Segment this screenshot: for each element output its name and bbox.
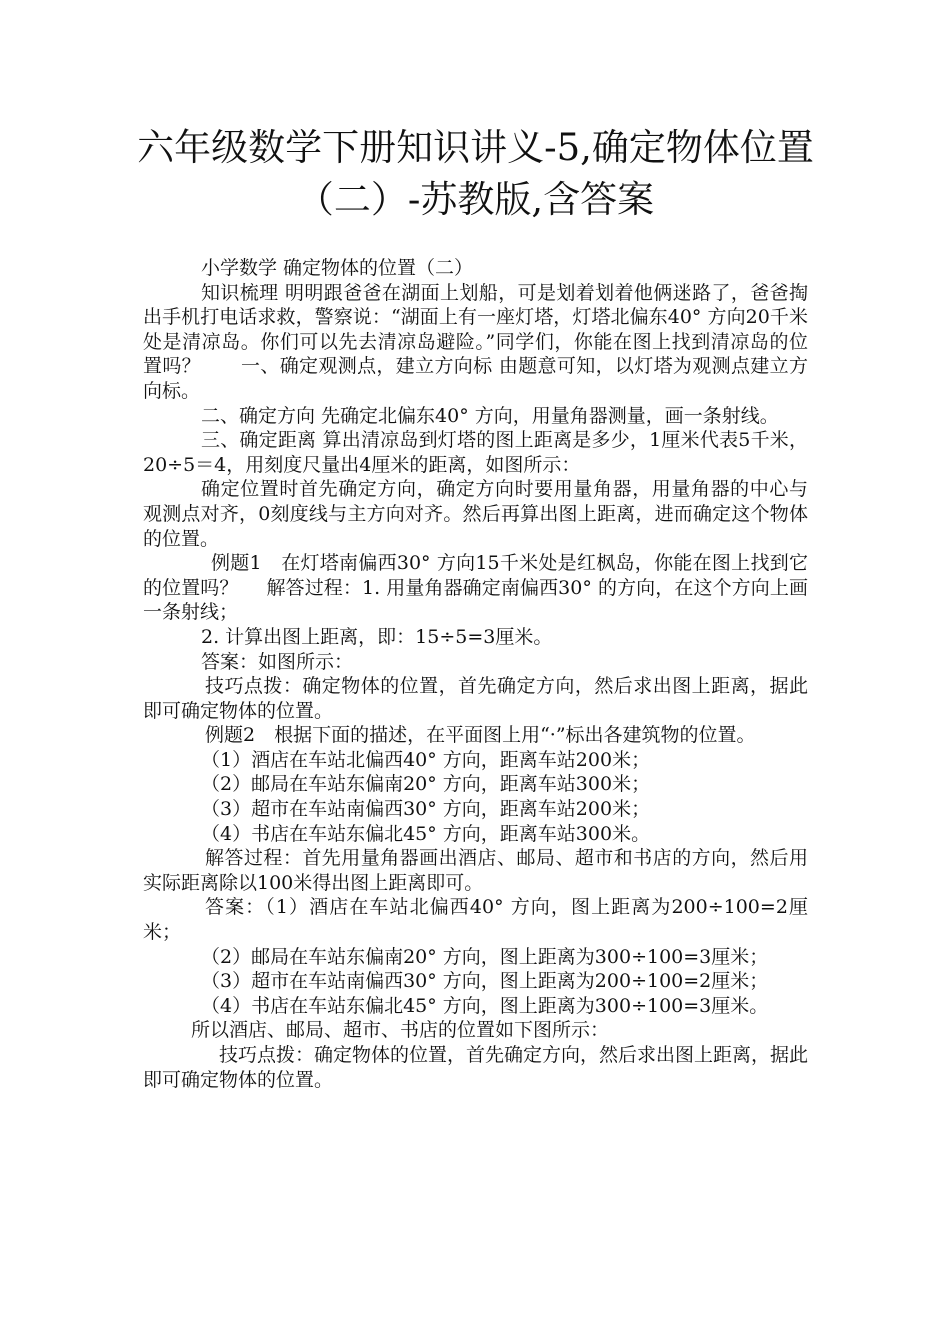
example-2-conclusion: 所以酒店、邮局、超市、书店的位置如下图所示： [191,1019,610,1042]
step-three: 三、确定距离 算出清凉岛到灯塔的图上距离是多少，1厘米代表5千米，20÷5＝4，用刻度尺量出4厘米的距离，如图所示： [143,429,808,476]
document-title [103,122,848,226]
subtitle: 小学数学 确定物体的位置（二） [201,257,474,279]
example-2-answer: 答案：（1）酒店在车站北偏西40° 方向，图上距离为200÷100=2厘米； [143,896,808,944]
example-2-item: （3）超市在车站南偏西30° 方向，距离车站200米； [201,798,651,821]
paragraph [143,281,808,404]
example-2-solution: 解答过程：首先用量角器画出酒店、邮局、超市和书店的方向，然后用实际距离除以100米得出图上距离即可。 [143,847,808,894]
title-line-2: （二）-苏教版,含答案 [296,178,655,221]
example-2-item: （4）书店在车站东偏北45° 方向，距离车站300米。 [201,822,651,845]
tip-2: 技巧点拨：确定物体的位置，首先确定方向，然后求出图上距离，据此即可确定物体的位置。 [143,1044,809,1091]
document-page [137,122,814,1092]
tip-1: 技巧点拨：确定物体的位置，首先确定方向，然后求出图上距离，据此即可确定物体的位置。 [143,675,808,722]
paragraph [143,551,808,625]
example-2-answer-item: （4）书店在车站东偏北45° 方向，图上距离为300÷100=3厘米。 [201,994,769,1017]
example-1-answer: 答案：如图所示： [201,650,354,673]
example-2-item: （2）邮局在车站东偏南20° 方向，距离车站300米； [201,773,651,796]
example-2: 例题2 根据下面的描述，在平面图上用“·”标出各建筑物的位置。 [205,724,756,747]
example-2-answer-item: （3）超市在车站南偏西30° 方向，图上距离为200÷100=2厘米； [201,970,769,993]
example-1-solution: 解答过程：1. 用量角器确定南偏西30° 的方向，在这个方向上画一条射线； [143,576,808,624]
step-two: 二、确定方向 先确定北偏东40° 方向，用量角器测量，画一条射线。 [201,404,779,427]
example-2-item: （1）酒店在车站北偏西40° 方向，距离车站200米； [201,748,651,771]
title-line-1: 六年级数学下册知识讲义-5,确定物体位置 [137,126,814,169]
example-2-answer-item: （2）邮局在车站东偏南20° 方向，图上距离为300÷100=3厘米； [201,945,769,968]
summary: 确定位置时首先确定方向，确定方向时要用量角器，用量角器的中心与观测点对齐，0刻度线与主方向对齐。然后再算出图上距离，进而确定这个物体的位置。 [143,478,808,550]
step-one: 一、确定观测点，建立方向标 由题意可知，以灯塔为观测点建立方向标。 [143,355,808,402]
example-1: 例题1 在灯塔南偏西30° 方向15千米处是红枫岛，你能在图上找到它的位置吗？ [143,552,808,599]
example-1-calc: 2. 计算出图上距离，即：15÷5=3厘米。 [201,625,553,648]
knowledge-intro: 知识梳理 明明跟爸爸在湖面上划船，可是划着划着他俩迷路了，爸爸掏出手机打电话求救，警察说：“湖面上有一座灯塔，灯塔北偏东40° 方向20千米处是清凉岛。你们可以先去清凉岛避险。”同学们，你能在图上找到清凉岛的位置吗？ [143,281,808,378]
document-body [143,256,808,1092]
